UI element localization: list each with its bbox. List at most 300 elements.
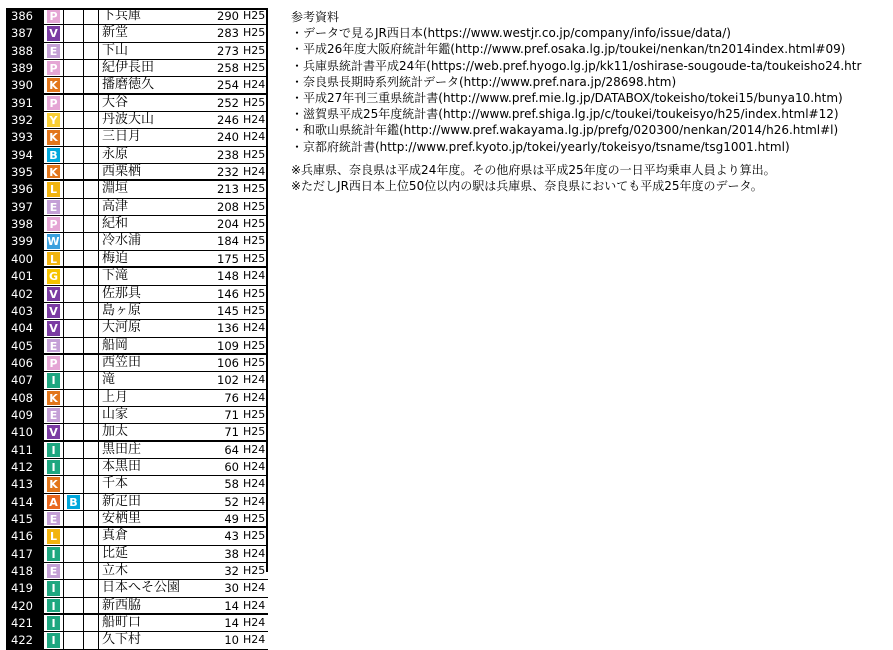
- note-line: ※ただしJR西日本上位50位以内の駅は兵庫県、奈良県においても平成25年度のデータ。: [291, 179, 763, 194]
- rank-cell: 418: [6, 563, 44, 579]
- line-cell: [64, 129, 84, 145]
- table-row: [6, 129, 268, 146]
- data-year: H25: [243, 95, 266, 109]
- line-symbol-icon: B: [67, 495, 80, 509]
- station-name: 船岡: [102, 337, 129, 353]
- table-row: [6, 355, 268, 372]
- line-cell: [44, 424, 64, 439]
- line-cell: [64, 546, 84, 562]
- passenger-count: 175: [217, 251, 239, 266]
- line-cell: [64, 442, 84, 458]
- line-cell: [44, 43, 64, 59]
- station-name: 西栗栖: [102, 164, 142, 180]
- passenger-count: 240: [217, 130, 239, 145]
- station-name: 本黒田: [102, 458, 142, 474]
- data-year: H24: [243, 616, 266, 630]
- line-cell: [44, 442, 64, 458]
- table-row: [6, 164, 268, 181]
- data-year: H24: [243, 373, 266, 387]
- passenger-count: 238: [217, 147, 239, 162]
- line-symbol-icon: L: [47, 252, 60, 265]
- passenger-count: 14: [224, 598, 239, 613]
- table-row: [6, 459, 268, 476]
- station-name: 冷水浦: [102, 233, 142, 249]
- line-cell: [44, 129, 64, 145]
- line-cell: [84, 511, 99, 526]
- table-row: [6, 303, 268, 320]
- station-name: 新西脇: [102, 597, 142, 613]
- line-symbol-icon: Y: [47, 113, 60, 127]
- note-line: ※兵庫県、奈良県は平成24年度。その他府県は平成25年度の一日平均乗車人員より算出。: [291, 163, 776, 177]
- line-cell: [84, 424, 99, 439]
- line-cell: [44, 147, 64, 163]
- data-year: H25: [243, 407, 266, 421]
- table-row: [6, 615, 268, 632]
- rank-cell: 387: [6, 25, 44, 41]
- station-name: 三日月: [102, 129, 142, 145]
- rank-cell: 392: [6, 112, 44, 128]
- line-cell: [64, 251, 84, 266]
- line-cell: [64, 8, 84, 24]
- line-cell: [64, 303, 84, 319]
- line-cell: [84, 372, 99, 388]
- station-name: 真倉: [102, 528, 129, 544]
- station-name: 久下村: [102, 632, 142, 648]
- data-year: H25: [243, 564, 266, 577]
- rank-cell: 414: [6, 494, 44, 510]
- station-name: 下兵庫: [102, 8, 142, 23]
- line-symbol-icon: W: [47, 235, 60, 249]
- table-row: [6, 60, 268, 77]
- rank-cell: 409: [6, 407, 44, 423]
- station-name: 佐那具: [102, 285, 142, 301]
- table-row: [6, 476, 268, 493]
- line-cell: [84, 528, 99, 544]
- line-cell: [44, 632, 64, 648]
- station-name: 下滝: [102, 268, 129, 284]
- station-name: 新堂: [102, 25, 129, 41]
- rank-cell: 389: [6, 60, 44, 76]
- line-cell: [64, 181, 84, 197]
- table-row: [6, 546, 268, 563]
- data-year: H24: [243, 390, 266, 404]
- line-symbol-icon: K: [47, 391, 60, 405]
- line-cell: [44, 598, 64, 613]
- data-year: H24: [243, 494, 266, 508]
- line-symbol-icon: E: [47, 200, 60, 214]
- line-cell: [84, 60, 99, 76]
- line-symbol-icon: I: [47, 633, 60, 647]
- data-year: H25: [243, 425, 266, 439]
- line-cell: [84, 112, 99, 128]
- station-name: 上月: [102, 389, 129, 405]
- table-row: [6, 43, 268, 60]
- line-cell: [64, 77, 84, 92]
- data-year: H25: [243, 9, 266, 22]
- line-symbol-icon: P: [47, 356, 60, 370]
- line-cell: [84, 129, 99, 145]
- data-year: H25: [243, 251, 266, 265]
- table-row: [6, 320, 268, 337]
- notes-section: [291, 162, 776, 194]
- line-cell: [44, 233, 64, 249]
- passenger-count: 204: [217, 217, 239, 232]
- rank-cell: 420: [6, 598, 44, 613]
- data-year: H25: [243, 199, 266, 213]
- passenger-count: 10: [224, 633, 239, 648]
- data-year: H24: [243, 633, 266, 647]
- table-row: [6, 77, 268, 94]
- line-cell: [64, 632, 84, 648]
- line-cell: [44, 268, 64, 284]
- line-symbol-icon: I: [47, 373, 60, 387]
- line-cell: [44, 372, 64, 388]
- line-cell: [64, 112, 84, 128]
- line-cell: [84, 476, 99, 492]
- table-row: [6, 286, 268, 303]
- data-year: H24: [243, 477, 266, 491]
- line-symbol-icon: V: [47, 287, 60, 301]
- line-cell: [84, 95, 99, 111]
- line-symbol-icon: A: [47, 495, 60, 509]
- station-name: 島ヶ原: [102, 302, 142, 318]
- rank-cell: 404: [6, 320, 44, 336]
- data-year: H24: [243, 78, 266, 92]
- rank-cell: 421: [6, 615, 44, 631]
- line-symbol-icon: L: [47, 529, 60, 543]
- line-cell: [84, 286, 99, 302]
- table-row: [6, 25, 268, 42]
- station-name: 播磨徳久: [102, 77, 155, 93]
- line-cell: [84, 390, 99, 406]
- passenger-count: 252: [217, 95, 239, 110]
- references-section: [291, 9, 861, 155]
- passenger-count: 43: [224, 529, 239, 544]
- rank-cell: 400: [6, 251, 44, 266]
- line-cell: [44, 459, 64, 475]
- station-name: 永原: [102, 146, 129, 162]
- data-year: H25: [243, 303, 266, 317]
- rank-cell: 406: [6, 355, 44, 371]
- line-cell: [64, 511, 84, 526]
- line-cell: [84, 355, 99, 371]
- table-row: [6, 563, 268, 580]
- line-symbol-icon: K: [47, 477, 60, 491]
- passenger-count: 109: [217, 338, 239, 353]
- line-cell: [64, 476, 84, 492]
- rank-cell: 412: [6, 459, 44, 475]
- passenger-count: 146: [217, 286, 239, 301]
- data-year: H25: [243, 234, 266, 248]
- line-cell: [84, 147, 99, 163]
- line-cell: [44, 407, 64, 423]
- passenger-count: 52: [224, 494, 239, 509]
- line-cell: [64, 268, 84, 284]
- rank-cell: 390: [6, 77, 44, 92]
- table-row: [6, 407, 268, 424]
- line-symbol-icon: K: [47, 130, 60, 144]
- passenger-count: 64: [224, 442, 239, 457]
- rank-cell: 393: [6, 129, 44, 145]
- line-cell: [64, 459, 84, 475]
- station-name: 西笠田: [102, 354, 142, 370]
- reference-item: ・奈良県長期時系列統計データ(http://www.pref.nara.jp/28698.htm): [291, 74, 677, 89]
- data-year: H25: [243, 43, 266, 57]
- data-year: H24: [243, 442, 266, 456]
- line-symbol-icon: I: [47, 599, 60, 612]
- line-cell: [84, 25, 99, 41]
- station-name: 梅迫: [102, 250, 129, 266]
- line-cell: [64, 372, 84, 388]
- rank-cell: 411: [6, 442, 44, 458]
- line-cell: [44, 216, 64, 232]
- line-cell: [44, 528, 64, 544]
- station-name: 淵垣: [102, 181, 129, 197]
- reference-item: ・平成26年度大阪府統計年鑑(http://www.pref.osaka.lg.jp/toukei/nenkan/tn2014index.html#09): [291, 42, 846, 57]
- line-cell: [84, 77, 99, 92]
- data-year: H25: [243, 182, 266, 196]
- line-cell: [64, 199, 84, 215]
- line-cell: [44, 494, 64, 510]
- table-row: [6, 528, 268, 545]
- passenger-count: 145: [217, 303, 239, 318]
- data-year: H25: [243, 286, 266, 300]
- line-cell: [64, 233, 84, 249]
- table-row: [6, 8, 268, 25]
- data-year: H25: [243, 217, 266, 231]
- rank-cell: 401: [6, 268, 44, 284]
- passenger-count: 49: [224, 511, 239, 526]
- reference-item: ・滋賀県平成25年度統計書(http://www.pref.shiga.lg.jp/c/toukei/toukeisyo/h25/index.html#12): [291, 107, 839, 122]
- rank-cell: 398: [6, 216, 44, 232]
- line-cell: [84, 268, 99, 284]
- line-symbol-icon: E: [47, 44, 60, 58]
- line-cell: [64, 563, 84, 579]
- line-cell: [44, 60, 64, 76]
- rank-cell: 413: [6, 476, 44, 492]
- line-symbol-icon: L: [47, 182, 60, 196]
- table-row: [6, 632, 268, 649]
- line-symbol-icon: P: [47, 96, 60, 110]
- line-cell: [84, 442, 99, 458]
- passenger-count: 102: [217, 373, 239, 388]
- passenger-count: 32: [224, 564, 239, 578]
- passenger-count: 184: [217, 234, 239, 249]
- table-row: [6, 199, 268, 216]
- rank-cell: 402: [6, 286, 44, 302]
- line-cell: [44, 25, 64, 41]
- table-row: [6, 251, 268, 268]
- station-name: 紀伊長田: [102, 60, 155, 76]
- passenger-count: 14: [224, 616, 239, 631]
- reference-item: ・データで見るJR西日本(https://www.westjr.co.jp/company/info/issue/data/): [291, 26, 731, 41]
- data-year: H24: [243, 598, 266, 612]
- line-symbol-icon: E: [47, 339, 60, 352]
- line-cell: [44, 199, 64, 215]
- table-row: [6, 494, 268, 511]
- line-symbol-icon: K: [47, 165, 60, 178]
- line-cell: [64, 320, 84, 336]
- line-symbol-icon: E: [47, 408, 60, 422]
- rank-cell: 416: [6, 528, 44, 544]
- line-cell: [84, 563, 99, 579]
- line-cell: [44, 511, 64, 526]
- reference-item: ・京都府統計書(http://www.pref.kyoto.jp/tokei/yearly/tokeisyo/tsname/tsg1001.html): [291, 139, 790, 154]
- line-cell: [44, 546, 64, 562]
- line-symbol-icon: I: [47, 616, 60, 630]
- line-cell: [84, 615, 99, 631]
- rank-cell: 415: [6, 511, 44, 526]
- data-year: H24: [243, 546, 266, 560]
- table-row: [6, 390, 268, 407]
- line-cell: [84, 199, 99, 215]
- rank-cell: 407: [6, 372, 44, 388]
- line-cell: [84, 43, 99, 59]
- line-cell: [84, 233, 99, 249]
- line-cell: [44, 286, 64, 302]
- table-row: [6, 216, 268, 233]
- line-cell: [84, 164, 99, 179]
- station-name: 山家: [102, 406, 129, 422]
- passenger-count: 71: [224, 407, 239, 422]
- line-cell: [64, 615, 84, 631]
- line-cell: [84, 303, 99, 319]
- line-cell: [84, 459, 99, 475]
- table-row: [6, 268, 268, 285]
- line-cell: [64, 25, 84, 41]
- passenger-count: 273: [217, 43, 239, 58]
- line-symbol-icon: V: [47, 425, 60, 438]
- passenger-count: 258: [217, 61, 239, 76]
- line-cell: [84, 181, 99, 197]
- data-year: H24: [243, 130, 266, 144]
- line-cell: [64, 355, 84, 371]
- rank-cell: 391: [6, 95, 44, 111]
- line-cell: [44, 8, 64, 24]
- data-year: H25: [243, 511, 266, 525]
- data-year: H24: [243, 459, 266, 473]
- line-symbol-icon: P: [47, 9, 60, 23]
- passenger-count: 76: [224, 390, 239, 405]
- rank-cell: 388: [6, 43, 44, 59]
- line-symbol-icon: V: [47, 321, 60, 335]
- line-cell: [44, 164, 64, 179]
- table-row: [6, 598, 268, 615]
- reference-item: ・和歌山県統計年鑑(http://www.pref.wakayama.lg.jp/prefg/020300/nenkan/2014/h26.html#l): [291, 123, 839, 138]
- station-name: 加太: [102, 424, 129, 440]
- station-name: 紀和: [102, 216, 129, 232]
- reference-item: ・兵庫県統計書平成24年(https://web.pref.hyogo.lg.jp/kk11/oshirase-sougoude-ta/toukeisho24.htr: [291, 58, 862, 73]
- line-cell: [44, 338, 64, 353]
- line-cell: [44, 320, 64, 336]
- data-year: H24: [243, 165, 266, 179]
- line-cell: [84, 632, 99, 648]
- station-name: 立木: [102, 563, 129, 578]
- data-year: H25: [243, 355, 266, 369]
- line-cell: [64, 216, 84, 232]
- line-cell: [84, 251, 99, 266]
- rank-cell: 394: [6, 147, 44, 163]
- line-cell: [64, 95, 84, 111]
- passenger-count: 254: [217, 78, 239, 93]
- data-year: H25: [243, 61, 266, 75]
- station-name: 比延: [102, 545, 129, 561]
- line-cell: [64, 60, 84, 76]
- line-cell: [44, 251, 64, 266]
- line-cell: [64, 43, 84, 59]
- line-cell: [44, 95, 64, 111]
- table-row: [6, 233, 268, 250]
- line-cell: [44, 390, 64, 406]
- rank-cell: 395: [6, 164, 44, 179]
- table-row: [6, 147, 268, 164]
- passenger-count: 208: [217, 199, 239, 214]
- table-row: [6, 511, 268, 528]
- table-row: [6, 112, 268, 129]
- passenger-count: 136: [217, 321, 239, 336]
- line-symbol-icon: V: [47, 304, 60, 318]
- rank-cell: 417: [6, 546, 44, 562]
- station-name: 黒田庄: [102, 441, 142, 457]
- passenger-count: 60: [224, 459, 239, 474]
- station-name: 新疋田: [102, 493, 142, 509]
- line-cell: [64, 424, 84, 439]
- line-cell: [44, 181, 64, 197]
- data-year: H24: [243, 113, 266, 127]
- line-cell: [44, 476, 64, 492]
- line-symbol-icon: P: [47, 217, 60, 231]
- line-symbol-icon: I: [47, 443, 60, 457]
- line-cell: [64, 528, 84, 544]
- rank-cell: 410: [6, 424, 44, 439]
- rank-cell: 405: [6, 338, 44, 353]
- line-cell: [44, 615, 64, 631]
- line-symbol-icon: B: [47, 148, 60, 162]
- line-cell: [84, 546, 99, 562]
- line-cell: [44, 563, 64, 579]
- station-name: 日本へそ公園: [102, 580, 181, 596]
- line-cell: [44, 355, 64, 371]
- line-cell: [64, 494, 84, 510]
- line-symbol-icon: E: [47, 564, 60, 578]
- line-cell: [84, 407, 99, 423]
- passenger-count: 106: [217, 355, 239, 370]
- station-name: 高津: [102, 198, 129, 214]
- station-name: 千本: [102, 476, 129, 492]
- line-cell: [64, 390, 84, 406]
- table-row: [6, 442, 268, 459]
- passenger-count: 38: [224, 546, 239, 561]
- line-symbol-icon: K: [47, 78, 60, 91]
- references-title: 参考資料: [291, 10, 340, 24]
- passenger-count: 232: [217, 165, 239, 180]
- passenger-count: 148: [217, 269, 239, 284]
- rank-cell: 403: [6, 303, 44, 319]
- line-cell: [64, 164, 84, 179]
- data-year: H25: [243, 26, 266, 40]
- station-name: 滝: [102, 372, 116, 388]
- rank-cell: 397: [6, 199, 44, 215]
- table-row: [6, 338, 268, 355]
- station-name: 船町口: [102, 615, 142, 631]
- passenger-count: 213: [217, 182, 239, 197]
- table-row: [6, 95, 268, 112]
- line-symbol-icon: I: [47, 460, 60, 474]
- line-symbol-icon: G: [48, 270, 59, 284]
- passenger-count: 58: [224, 477, 239, 492]
- station-name: 大谷: [102, 94, 129, 110]
- line-cell: [64, 286, 84, 302]
